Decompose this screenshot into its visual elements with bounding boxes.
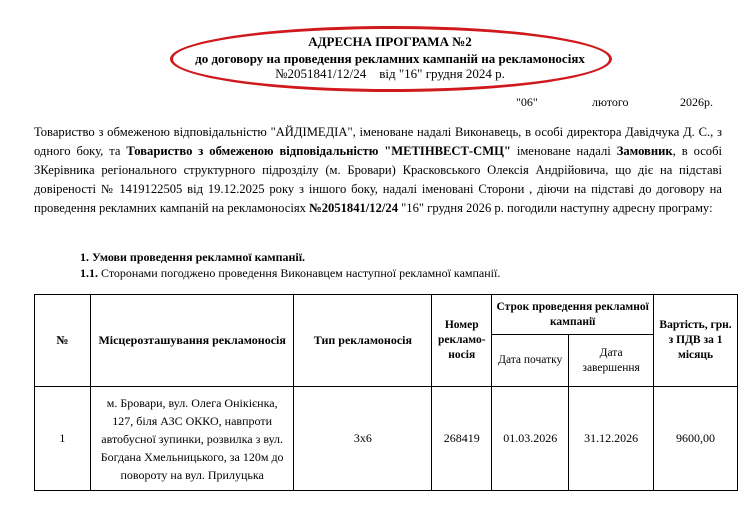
section-heading: 1. Умови проведення рекламної кампанії.: [80, 250, 306, 264]
header-cost: Вартість, грн. з ПДВ за 1 місяць: [654, 295, 738, 387]
date-day: "06": [516, 95, 538, 109]
intro-contract-number: №2051841/12/24: [309, 201, 398, 215]
table-header-row: [35, 295, 738, 335]
intro-client-role: Замовник: [616, 144, 673, 158]
section-clause: [80, 266, 500, 281]
header-location: Місцерозташування рекламоносія: [90, 295, 294, 387]
intro-text-4: "16" грудня 2026 р. погодили наступну адресну програму:: [398, 201, 713, 215]
header-number: Номер рекламо-носія: [432, 295, 492, 387]
date-month: лютого: [592, 95, 629, 109]
row-location: м. Бровари, вул. Олега Онікієнка, 127, біля АЗС ОККО, навпроти автобусної зупинки, розвилка з вул. Богдана Хмельницького, за 120м до повороту на вул. Прилуцька: [90, 387, 294, 491]
intro-text-2: іменоване надалі: [510, 144, 617, 158]
row-type: 3х6: [294, 387, 432, 491]
clause-number: 1.1.: [80, 266, 98, 280]
header-end: Дата завершення: [569, 335, 654, 387]
intro-client-name: Товариство з обмеженою відповідальністю "МЕТІНВЕСТ-СМЦ": [126, 144, 511, 158]
header-type: Тип рекламоносія: [294, 295, 432, 387]
document-subtitle: до договору на проведення рекламних кампаній на рекламоносіях: [195, 51, 585, 66]
header-period: Строк проведення рекламної кампанії: [492, 295, 654, 335]
date-year: 2026р.: [680, 95, 713, 109]
header-start: Дата початку: [492, 335, 569, 387]
intro-text-1: Товариство з обмеженою відповідальністю "АЙДІМЕДІА", іменоване надалі Виконавець, в особі директора Давідчука Д. С., з одного боку, та: [34, 125, 722, 158]
document-title: АДРЕСНА ПРОГРАМА №2: [308, 34, 472, 49]
table-row: [35, 387, 738, 491]
header-num: №: [35, 295, 91, 387]
row-start: 01.03.2026: [492, 387, 569, 491]
row-number: 268419: [432, 387, 492, 491]
clause-text: Сторонами погоджено проведення Виконавцем наступної рекламної кампанії.: [98, 266, 501, 280]
row-end: 31.12.2026: [569, 387, 654, 491]
row-cost: 9600,00: [654, 387, 738, 491]
intro-text-3: , в особі ЗКерівника регіонального структурного підрозділу (м. Бровари) Красковського Олексія Андрійовича, що діє на підставі довіреності № 1419122505 від 19.12.2025 року з іншого боку, надалі іменовані Сторони , діючи на підставі до договору на проведення рекламних кампаній на рекламоносіях: [34, 144, 722, 215]
intro-paragraph: [34, 123, 722, 218]
row-num: 1: [35, 387, 91, 491]
contract-reference: №2051841/12/24 від "16" грудня 2024 р.: [275, 66, 505, 81]
advertising-table: [34, 294, 738, 491]
document-header: [170, 26, 610, 90]
